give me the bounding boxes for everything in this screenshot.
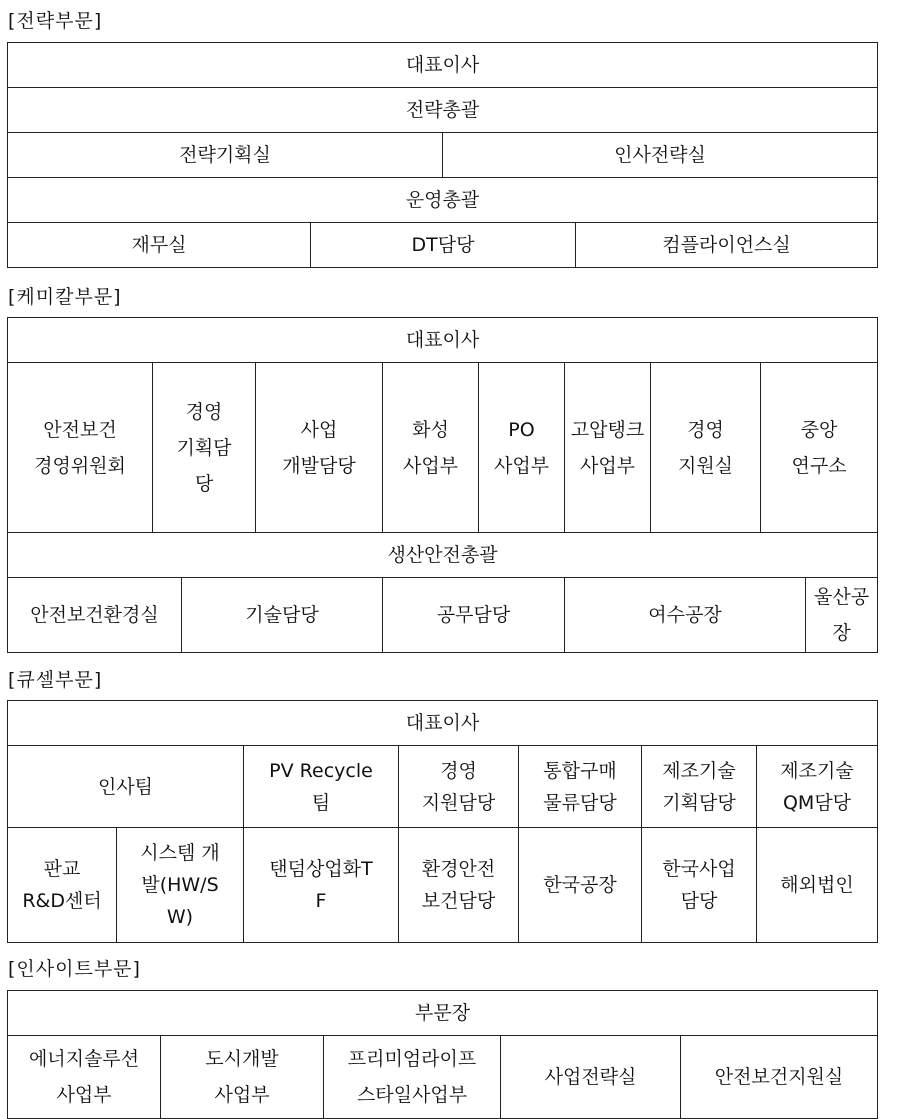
org-unit-cell: 도시개발 사업부 xyxy=(161,1036,324,1119)
org-unit-cell: 통합구매 물류담당 xyxy=(519,746,642,828)
org-unit-cell: 안전보건환경실 xyxy=(8,578,182,653)
org-unit-cell: 안전보건 경영위원회 xyxy=(8,363,153,533)
org-unit-cell: 화성 사업부 xyxy=(383,363,479,533)
org-unit-cell: 인사전략실 xyxy=(443,133,878,178)
org-unit-cell: 사업전략실 xyxy=(501,1036,681,1119)
insight-org-table xyxy=(7,990,878,1119)
org-unit-cell: 사업 개발담당 xyxy=(256,363,383,533)
division-head-cell: 부문장 xyxy=(8,991,878,1036)
org-unit-cell: 경영 기획담 당 xyxy=(153,363,256,533)
org-unit-cell: 경영 지원담당 xyxy=(399,746,519,828)
production-head-cell: 생산안전총괄 xyxy=(8,533,878,578)
section-label-qcells: [큐셀부문] xyxy=(8,669,103,691)
org-unit-cell: 한국공장 xyxy=(519,828,642,943)
org-unit-cell: 고압탱크 사업부 xyxy=(565,363,651,533)
org-unit-cell: 환경안전 보건담당 xyxy=(399,828,519,943)
section-label-strategy: [전략부문] xyxy=(8,10,103,32)
org-unit-cell: 시스템 개 발(HW/S W) xyxy=(117,828,244,943)
chemical-org-table xyxy=(7,317,878,653)
strategy-org-table xyxy=(7,42,878,268)
org-unit-cell: 기술담당 xyxy=(182,578,383,653)
org-unit-cell: 안전보건지원실 xyxy=(681,1036,878,1119)
org-unit-cell: 중앙 연구소 xyxy=(761,363,878,533)
org-unit-cell: 에너지솔루션 사업부 xyxy=(8,1036,161,1119)
org-unit-cell: 울산공장 xyxy=(806,578,878,653)
ceo-cell: 대표이사 xyxy=(8,318,878,363)
org-unit-cell: PO 사업부 xyxy=(479,363,565,533)
org-unit-cell: 해외법인 xyxy=(757,828,878,943)
ceo-cell: 대표이사 xyxy=(8,43,878,88)
org-unit-cell: 경영 지원실 xyxy=(651,363,761,533)
org-unit-cell: 탠덤상업화T F xyxy=(244,828,399,943)
org-unit-cell: PV Recycle 팀 xyxy=(244,746,399,828)
strategy-head-cell: 전략총괄 xyxy=(8,88,878,133)
org-unit-cell: 판교 R&D센터 xyxy=(8,828,117,943)
org-unit-cell: 여수공장 xyxy=(565,578,806,653)
operations-head-cell: 운영총괄 xyxy=(8,178,878,223)
section-label-insight: [인사이트부문] xyxy=(8,958,141,980)
org-unit-cell: 재무실 xyxy=(8,223,311,268)
section-label-chemical: [케미칼부문] xyxy=(8,286,122,308)
org-unit-cell: 공무담당 xyxy=(383,578,565,653)
org-unit-cell: 프리미엄라이프 스타일사업부 xyxy=(324,1036,501,1119)
org-unit-cell: 한국사업 담당 xyxy=(642,828,757,943)
org-unit-cell: 제조기술 기획담당 xyxy=(642,746,757,828)
org-unit-cell: 전략기획실 xyxy=(8,133,443,178)
qcells-org-table xyxy=(7,700,878,943)
org-unit-cell: 인사팀 xyxy=(8,746,244,828)
org-unit-cell: 컴플라이언스실 xyxy=(576,223,878,268)
org-unit-cell: DT담당 xyxy=(311,223,576,268)
ceo-cell: 대표이사 xyxy=(8,701,878,746)
org-unit-cell: 제조기술 QM담당 xyxy=(757,746,878,828)
